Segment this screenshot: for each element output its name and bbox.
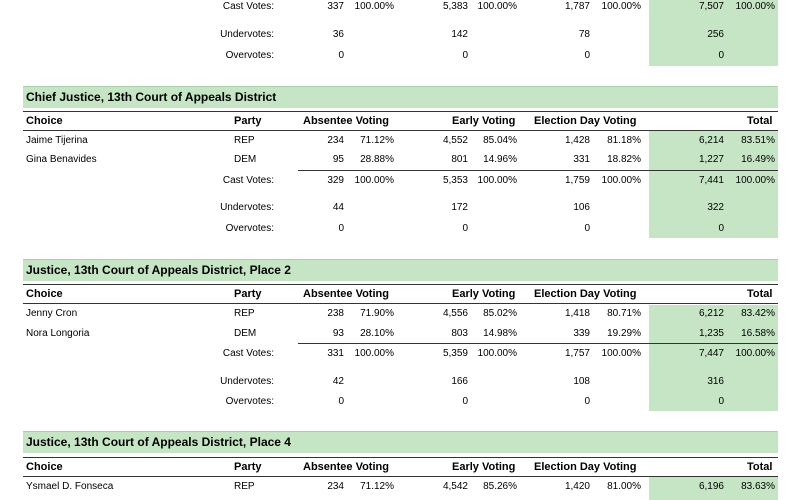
early-count: 5,353 xyxy=(442,175,468,186)
total-pct: 100.00% xyxy=(735,348,775,359)
table-header xyxy=(23,111,778,131)
candidate-row xyxy=(0,150,800,170)
overvotes-label: Overvotes: xyxy=(225,50,274,61)
candidate-party: REP xyxy=(234,135,255,146)
early-pct: 100.00% xyxy=(477,348,517,359)
absentee-count: 337 xyxy=(327,1,344,12)
absentee-pct: 100.00% xyxy=(354,175,394,186)
early-count: 172 xyxy=(451,202,468,213)
early-pct: 100.00% xyxy=(477,175,517,186)
candidate-row xyxy=(0,131,800,151)
early-header: Early Voting xyxy=(452,461,516,473)
candidate-name: Ysmael D. Fonseca xyxy=(26,481,114,492)
eday-pct: 19.29% xyxy=(607,328,641,339)
undervotes-row xyxy=(0,372,800,392)
early-count: 0 xyxy=(462,223,468,234)
overvotes-row xyxy=(0,46,800,66)
absentee-count: 0 xyxy=(338,223,344,234)
undervotes-label: Undervotes: xyxy=(220,29,274,40)
undervotes-row xyxy=(0,25,800,45)
absentee-count: 42 xyxy=(332,376,344,387)
total-header: Total xyxy=(747,288,773,300)
choice-header: Choice xyxy=(26,115,63,127)
eday-pct: 81.18% xyxy=(607,135,641,146)
total-pct: 83.51% xyxy=(741,135,775,146)
total-pct: 16.58% xyxy=(741,328,775,339)
eday-pct: 100.00% xyxy=(601,1,641,12)
overvotes-label: Overvotes: xyxy=(225,396,274,407)
eday-count: 106 xyxy=(573,202,590,213)
eday-count: 339 xyxy=(573,328,590,339)
eday-count: 0 xyxy=(584,50,590,61)
eday-pct: 100.00% xyxy=(601,175,641,186)
absentee-pct: 28.10% xyxy=(360,328,394,339)
total-count: 7,507 xyxy=(698,1,724,12)
absentee-header: Absentee Voting xyxy=(303,115,389,127)
cast-votes-label: Cast Votes: xyxy=(222,175,274,186)
early-header: Early Voting xyxy=(452,115,516,127)
eday-pct: 81.00% xyxy=(607,481,641,492)
early-count: 4,556 xyxy=(442,308,468,319)
absentee-pct: 100.00% xyxy=(354,348,394,359)
race-title: Chief Justice, 13th Court of Appeals District xyxy=(23,86,778,108)
overvotes-row xyxy=(0,219,800,239)
candidate-name: Gina Benavides xyxy=(26,154,97,165)
total-pct: 83.63% xyxy=(741,481,775,492)
absentee-count: 234 xyxy=(327,481,344,492)
party-header: Party xyxy=(234,288,262,300)
absentee-pct: 71.12% xyxy=(360,481,394,492)
total-count: 256 xyxy=(707,29,724,40)
election-day-header: Election Day Voting xyxy=(534,288,637,300)
total-header: Total xyxy=(747,461,773,473)
total-count: 316 xyxy=(707,376,724,387)
eday-pct: 100.00% xyxy=(601,348,641,359)
early-count: 0 xyxy=(462,50,468,61)
early-count: 142 xyxy=(451,29,468,40)
candidate-party: REP xyxy=(234,308,255,319)
eday-count: 108 xyxy=(573,376,590,387)
choice-header: Choice xyxy=(26,461,63,473)
eday-count: 331 xyxy=(573,154,590,165)
race-title: Justice, 13th Court of Appeals District, Place 2 xyxy=(23,259,778,281)
candidate-row xyxy=(0,477,800,497)
overvotes-label: Overvotes: xyxy=(225,223,274,234)
eday-count: 1,757 xyxy=(564,348,590,359)
total-count: 0 xyxy=(718,50,724,61)
eday-count: 1,787 xyxy=(564,1,590,12)
absentee-pct: 100.00% xyxy=(354,1,394,12)
total-header: Total xyxy=(747,115,773,127)
early-count: 801 xyxy=(451,154,468,165)
total-count: 1,227 xyxy=(698,154,724,165)
total-count: 1,235 xyxy=(698,328,724,339)
cast-votes-row xyxy=(0,0,800,17)
early-header: Early Voting xyxy=(452,288,516,300)
absentee-count: 238 xyxy=(327,308,344,319)
absentee-count: 0 xyxy=(338,50,344,61)
early-pct: 85.26% xyxy=(483,481,517,492)
total-count: 6,214 xyxy=(698,135,724,146)
party-header: Party xyxy=(234,115,262,127)
eday-count: 1,759 xyxy=(564,175,590,186)
total-pct: 100.00% xyxy=(735,175,775,186)
total-count: 6,196 xyxy=(698,481,724,492)
early-pct: 85.02% xyxy=(483,308,517,319)
total-count: 322 xyxy=(707,202,724,213)
total-count: 7,447 xyxy=(698,348,724,359)
eday-pct: 80.71% xyxy=(607,308,641,319)
early-count: 5,359 xyxy=(442,348,468,359)
eday-count: 0 xyxy=(584,223,590,234)
candidate-name: Jaime Tijerina xyxy=(26,135,88,146)
absentee-count: 234 xyxy=(327,135,344,146)
table-header xyxy=(23,457,778,477)
candidate-name: Nora Longoria xyxy=(26,328,90,339)
absentee-count: 95 xyxy=(332,154,344,165)
absentee-header: Absentee Voting xyxy=(303,288,389,300)
eday-count: 0 xyxy=(584,396,590,407)
early-pct: 14.96% xyxy=(483,154,517,165)
early-pct: 85.04% xyxy=(483,135,517,146)
cast-votes-row xyxy=(0,171,800,191)
cast-votes-label: Cast Votes: xyxy=(222,348,274,359)
total-pct: 83.42% xyxy=(741,308,775,319)
candidate-party: REP xyxy=(234,481,255,492)
total-count: 7,441 xyxy=(698,175,724,186)
early-count: 0 xyxy=(462,396,468,407)
early-pct: 100.00% xyxy=(477,1,517,12)
table-header xyxy=(23,284,778,304)
early-count: 4,542 xyxy=(442,481,468,492)
cast-votes-label: Cast Votes: xyxy=(222,1,274,12)
early-count: 803 xyxy=(451,328,468,339)
candidate-party: DEM xyxy=(234,328,257,339)
absentee-pct: 71.12% xyxy=(360,135,394,146)
candidate-row xyxy=(0,324,800,344)
absentee-count: 36 xyxy=(332,29,344,40)
overvotes-row xyxy=(0,392,800,412)
absentee-pct: 28.88% xyxy=(360,154,394,165)
choice-header: Choice xyxy=(26,288,63,300)
candidate-name: Jenny Cron xyxy=(26,308,78,319)
total-count: 0 xyxy=(718,223,724,234)
early-count: 4,552 xyxy=(442,135,468,146)
total-count: 6,212 xyxy=(698,308,724,319)
absentee-count: 0 xyxy=(338,396,344,407)
absentee-count: 93 xyxy=(332,328,344,339)
absentee-count: 329 xyxy=(327,175,344,186)
total-pct: 16.49% xyxy=(741,154,775,165)
election-day-header: Election Day Voting xyxy=(534,461,637,473)
early-count: 166 xyxy=(451,376,468,387)
cast-votes-row xyxy=(0,344,800,364)
undervotes-row xyxy=(0,198,800,218)
early-count: 5,383 xyxy=(442,1,468,12)
eday-pct: 18.82% xyxy=(607,154,641,165)
absentee-count: 44 xyxy=(332,202,344,213)
candidate-party: DEM xyxy=(234,154,257,165)
absentee-count: 331 xyxy=(327,348,344,359)
absentee-pct: 71.90% xyxy=(360,308,394,319)
party-header: Party xyxy=(234,461,262,473)
eday-count: 1,428 xyxy=(564,135,590,146)
absentee-header: Absentee Voting xyxy=(303,461,389,473)
total-pct: 100.00% xyxy=(735,1,775,12)
candidate-row xyxy=(0,304,800,324)
eday-count: 1,420 xyxy=(564,481,590,492)
eday-count: 1,418 xyxy=(564,308,590,319)
election-day-header: Election Day Voting xyxy=(534,115,637,127)
undervotes-label: Undervotes: xyxy=(220,376,274,387)
early-pct: 14.98% xyxy=(483,328,517,339)
race-title: Justice, 13th Court of Appeals District, Place 4 xyxy=(23,431,778,453)
total-count: 0 xyxy=(718,396,724,407)
eday-count: 78 xyxy=(578,29,590,40)
undervotes-label: Undervotes: xyxy=(220,202,274,213)
